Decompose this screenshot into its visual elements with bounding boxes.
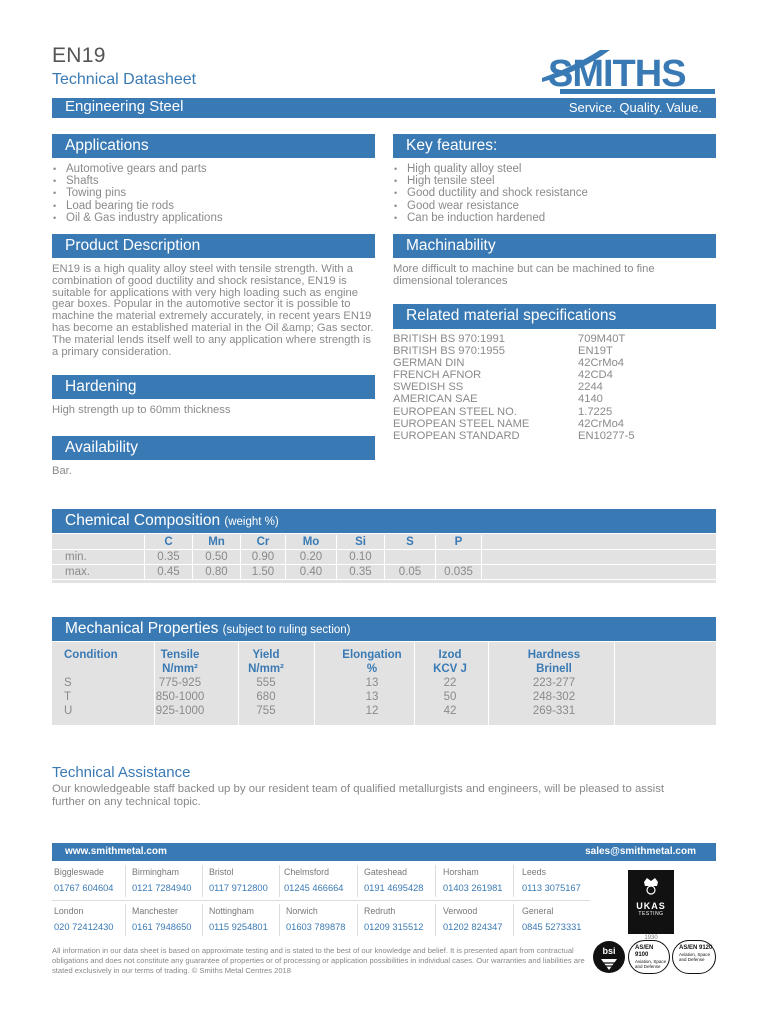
table-cell: 775-925 [158,677,202,689]
divider [314,642,315,725]
branch-redruth [364,906,423,933]
mechanical-heading-sub: (subject to ruling section) [222,624,351,636]
branch-phone[interactable]: 01603 789878 [286,922,346,932]
product-description-text: EN19 is a high quality alloy steel with tensile strength. With a combination of good ductility and shock resistance, EN19 is suitable for applications with very high loading such as engine gear boxes. Popular in the automotive sector it is possible to machine the material extremely accurately, in recent years EN19 has become an established material in the Oil &amp; Gas sector. The material lends itself well to any application where strength is a primary consideration. [52,263,374,358]
table-cell: 50 [443,691,457,703]
row-label: min. [52,550,145,565]
element-header: Mn [193,535,241,550]
table-cell: U [64,705,73,717]
table-cell: 22 [443,677,457,689]
spec-row [393,345,716,357]
cert-sub: Aviation, Space and Defense [635,959,667,969]
key-features-heading: Key features: [393,134,716,158]
branch-phone[interactable]: 01767 604604 [54,883,114,893]
spec-standard: EUROPEAN STEEL NAME [393,417,530,430]
ukas-text: UKAS [636,901,666,911]
spec-row [393,430,716,442]
branch-city: London [54,906,84,916]
related-specs-heading: Related material specifications [393,304,716,329]
hardening-text: High strength up to 60mm thickness [52,404,231,416]
element-header: Si [337,535,385,550]
divider [357,904,358,936]
table-cell: 223-277 [532,677,576,689]
technical-assistance-heading: Technical Assistance [52,764,191,781]
branch-phone[interactable]: 0161 7948650 [132,922,192,932]
crown-icon [641,874,661,896]
divider [357,865,358,897]
spec-grade: 42CrMo4 [578,357,625,370]
page-title: EN19 [52,44,106,67]
branch-phone[interactable]: 01202 824347 [443,922,503,932]
spec-row [393,369,716,381]
logo-text: SMITHS [548,53,686,95]
band-tagline: Service. Quality. Value. [568,100,702,115]
row-label: max. [52,565,145,580]
divider [202,904,203,936]
chemical-min-row [52,550,722,565]
spec-grade: 1.7225 [578,405,613,418]
branch-phone[interactable]: 0845 5273331 [522,922,582,932]
element-header: P [436,535,482,550]
branch-city: Chelmsford [284,867,329,877]
branch-general [522,906,581,933]
bsi-logo-icon [592,940,626,974]
divider [279,865,280,897]
spec-grade: 42CD4 [578,369,613,382]
branch-phone[interactable]: 01209 315512 [364,922,424,932]
list-item: • Good ductility and shock resistance [393,187,713,199]
list-item: • Shafts [52,175,372,187]
spec-grade: 709M40T [578,333,626,345]
branch-leeds [522,867,581,894]
branch-phone[interactable]: 01245 466664 [284,883,344,893]
as9120-badge [672,940,716,974]
table-cell: 0.035 [436,565,482,580]
table-cell: 0.35 [337,565,385,580]
branch-phone[interactable]: 01403 261981 [443,883,503,893]
element-header: Mo [286,535,337,550]
band-category: Engineering Steel [65,98,184,115]
column-subheader: N/mm² [248,663,284,675]
table-cell: 555 [256,677,276,689]
table-cell [385,550,436,565]
website-link[interactable]: www.smithmetal.com [65,846,167,857]
column-yield [230,648,302,718]
ukas-sub: TESTING [638,911,664,917]
branch-london [54,906,113,933]
mechanical-heading [52,617,716,641]
chemical-header-row [52,535,722,550]
availability-heading: Availability [52,436,375,460]
table-cell: 1.50 [241,565,286,580]
column-header: Hardness [527,649,581,661]
table-cell: 0.50 [193,550,241,565]
divider [202,865,203,897]
branch-city: Leeds [522,867,546,877]
technical-assistance-text: Our knowledgeable staff backed up by our resident team of qualified metallurgists and engineers, will be pleased to assist further on any technical topic. [52,783,665,808]
branch-city: Biggleswade [54,867,104,877]
table-cell: 0.90 [241,550,286,565]
column-subheader: % [366,663,378,675]
availability-text: Bar. [52,465,72,477]
branch-city: Redruth [364,906,396,916]
chemical-heading-sub: (weight %) [224,516,279,528]
spec-row [393,333,716,345]
table-cell [436,550,482,565]
branch-phone[interactable]: 0117 9712800 [209,883,268,893]
chemical-heading [52,509,716,533]
spec-row [393,418,716,430]
branch-city: Manchester [132,906,178,916]
branch-city: Horsham [443,867,479,877]
table-cell: S [64,677,72,689]
branch-city: Nottingham [209,906,254,916]
table-cell: 269-331 [532,705,576,717]
table-cell: 0.35 [145,550,193,565]
column-header: Tensile [160,649,200,661]
table-cell: 925-1000 [155,705,205,717]
table-cell [482,565,723,580]
table-cell: 0.45 [145,565,193,580]
applications-heading: Applications [52,134,375,158]
branch-norwich [286,906,345,933]
chemical-max-row [52,565,722,580]
machinability-text: More difficult to machine but can be machined to fine dimensional tolerances [393,263,655,287]
spec-standard: FRENCH AFNOR [393,369,482,382]
element-header: S [385,535,436,550]
column-hardness [514,648,594,718]
column-header: Condition [64,649,118,661]
list-item: • Good wear resistance [393,200,713,212]
divider [435,904,436,936]
branch-manchester [132,906,191,933]
branch-gateshead [364,867,423,894]
list-item: • High tensile steel [393,175,713,187]
branch-city: Verwood [443,906,478,916]
branch-directory [52,863,590,943]
table-cell: 0.80 [193,565,241,580]
branch-city: Birmingham [132,867,179,877]
divider [125,865,126,897]
mechanical-table [52,642,716,725]
spec-standard: SWEDISH SS [393,381,464,394]
spec-row [393,393,716,405]
column-subheader: Brinell [536,663,572,675]
branch-phone[interactable]: 0191 4695428 [364,883,424,893]
table-cell: 680 [256,691,276,703]
divider [279,904,280,936]
spec-standard: EUROPEAN STANDARD [393,429,520,442]
related-specs-table [393,333,716,442]
list-item: • Can be induction hardened [393,212,713,224]
spec-standard: BRITISH BS 970:1991 [393,333,505,345]
divider [125,904,126,936]
table-cell [52,535,145,550]
spec-standard: GERMAN DIN [393,357,465,370]
table-cell [482,535,723,550]
table-cell: 755 [256,705,276,717]
table-cell: 850-1000 [155,691,205,703]
divider [488,642,489,725]
column-header: Elongation [342,649,402,661]
key-features-list [393,163,713,224]
cert-sub: Aviation, Space and Defense [679,952,711,962]
element-header: Cr [241,535,286,550]
list-item: • Towing pins [52,187,372,199]
column-condition [64,648,118,718]
table-cell: 0.40 [286,565,337,580]
machinability-heading: Machinability [393,234,716,258]
ukas-badge [628,870,674,934]
divider [614,642,615,725]
table-cell: 0.05 [385,565,436,580]
branch-nottingham [209,906,268,933]
table-cell: 13 [365,691,379,703]
branch-birmingham [132,867,191,894]
divider [513,904,514,936]
column-elongation [332,648,412,718]
divider [52,900,590,901]
spec-grade: 4140 [578,393,603,406]
table-cell: 0.10 [337,550,385,565]
cert-label: AS/EN 9120 [679,945,713,951]
table-cell: 42 [443,705,457,717]
page-subtitle: Technical Datasheet [52,71,197,88]
header-band [52,98,716,118]
ukas-number: 1930 [644,935,658,941]
branch-phone[interactable]: 0115 9254801 [209,922,268,932]
list-item: • Load bearing tie rods [52,200,372,212]
spec-grade: EN19T [578,345,613,358]
list-item: • High quality alloy steel [393,163,713,175]
list-item: • Automotive gears and parts [52,163,372,175]
branch-city: General [522,906,554,916]
spec-standard: AMERICAN SAE [393,393,478,406]
hardening-heading: Hardening [52,375,375,399]
chemical-heading-text: Chemical Composition [65,512,221,529]
column-subheader: KCV J [433,663,467,675]
branch-city: Bristol [209,867,234,877]
product-description-heading: Product Description [52,234,375,258]
table-cell: 248-302 [532,691,576,703]
column-subheader: N/mm² [162,663,198,675]
branch-phone[interactable]: 0121 7284940 [132,883,192,893]
column-subheader [64,662,118,676]
spec-grade: 42CrMo4 [578,417,625,430]
disclaimer: All information in our data sheet is based on approximate testing and is stated to the best of our knowledge and belief. It is presented apart from contractual obligations and does not constitute any guarantee of properties or of processing or application possibilities in individual cases. Our warranties and liabilities are stated exclusively in our terms of trading. © Smiths Metal Centres 2018 [52,946,585,975]
branch-phone[interactable]: 020 72412430 [54,922,114,932]
branch-city: Norwich [286,906,318,916]
column-header: Izod [438,649,462,661]
table-cell: 0.20 [286,550,337,565]
list-item: • Oil & Gas industry applications [52,212,372,224]
branch-phone[interactable]: 0113 3075167 [522,883,581,893]
spec-standard: BRITISH BS 970:1955 [393,345,505,358]
branch-bristol [209,867,268,894]
mechanical-heading-text: Mechanical Properties [65,620,219,637]
spec-grade: 2244 [578,381,603,394]
spec-grade: EN10277-5 [578,429,635,442]
column-header: Yield [252,649,280,661]
email-link[interactable]: sales@smithmetal.com [585,846,696,857]
column-tensile [140,648,220,718]
divider [414,642,415,725]
smiths-logo [540,42,720,96]
branch-biggleswade [54,867,113,894]
footer-band [52,843,716,861]
spec-row [393,381,716,393]
table-cell: 12 [365,705,379,717]
branch-verwood [443,906,502,933]
cert-label: AS/EN 9100 [635,945,654,958]
bsi-text: bsi [602,946,616,956]
as9100-badge [628,940,670,974]
branch-city: Gateshead [364,867,408,877]
column-izod [420,648,480,718]
element-header: C [145,535,193,550]
table-cell [482,550,723,565]
spec-row [393,357,716,369]
spec-standard: EUROPEAN STEEL NO. [393,405,517,418]
chemical-table [52,535,722,580]
branch-chelmsford [284,867,343,894]
divider [435,865,436,897]
branch-horsham [443,867,502,894]
spec-row [393,406,716,418]
table-cell: T [64,691,72,703]
divider [513,865,514,897]
applications-list [52,163,372,224]
table-cell: 13 [365,677,379,689]
